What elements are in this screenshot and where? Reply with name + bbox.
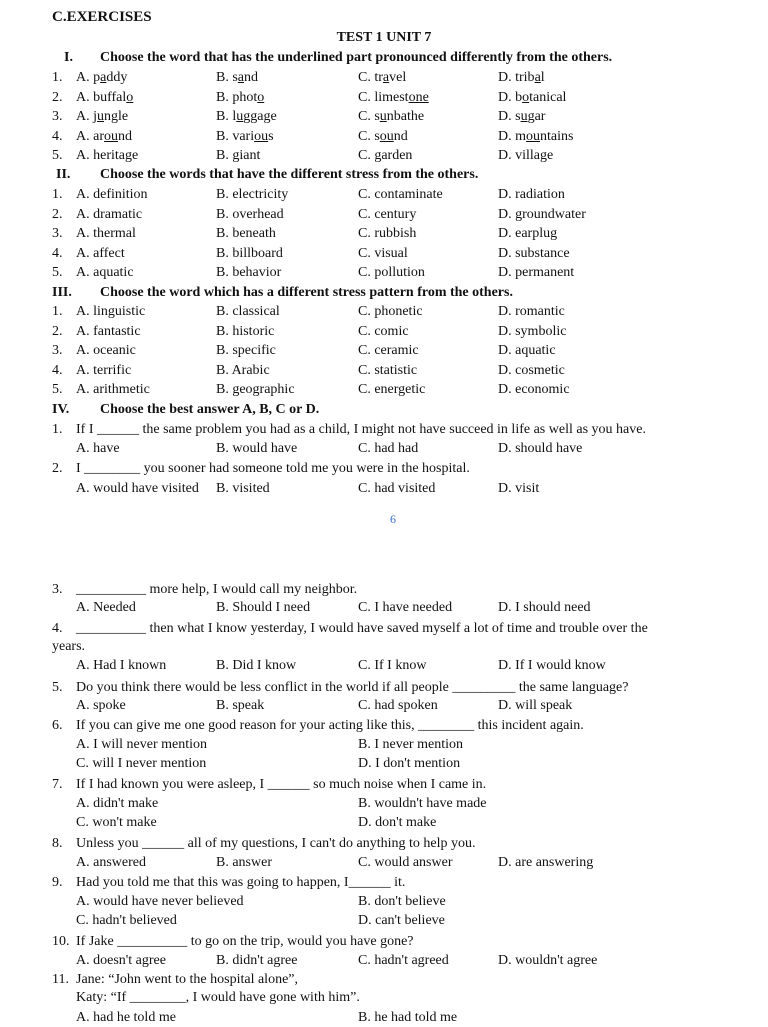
option: C. phonetic	[358, 304, 423, 319]
option: A. definition	[76, 187, 148, 202]
option	[498, 128, 573, 146]
option	[498, 108, 545, 126]
option: D. romantic	[498, 304, 565, 319]
option-text: A. herita	[76, 148, 125, 163]
option: C. pollution	[358, 265, 425, 280]
option: D. groundwater	[498, 207, 586, 222]
option: A. oceanic	[76, 343, 136, 358]
option-text: B. vari	[216, 129, 255, 144]
answer-option: C. had visited	[358, 481, 436, 496]
option	[358, 69, 406, 87]
option	[216, 147, 260, 165]
answer-option: B. would have	[216, 441, 298, 456]
option-text: C. limest	[358, 90, 409, 105]
answer-option: A. have	[76, 441, 120, 456]
option-text: s	[268, 129, 274, 144]
answer-option: D. don't make	[358, 815, 437, 830]
option: D. aquatic	[498, 343, 556, 358]
item-number: 5.	[52, 382, 63, 397]
answer-option: D. can't believe	[358, 913, 445, 928]
option-text: e	[131, 148, 139, 163]
option: D. radiation	[498, 187, 565, 202]
question-text-continued: Katy: “If ________, I would have gone with him”.	[76, 990, 360, 1005]
answer-option: A. I will never mention	[76, 737, 208, 752]
answer-option: B. visited	[216, 481, 270, 496]
option: B. historic	[216, 324, 275, 339]
item-number: 3.	[52, 109, 63, 124]
option: C. visual	[358, 246, 408, 261]
underlined-part: ou	[379, 129, 394, 144]
question-number: 1.	[52, 422, 63, 437]
answer-option: D. wouldn't agree	[498, 953, 598, 968]
underlined-part: one	[408, 90, 429, 105]
option	[358, 108, 424, 126]
option-text: C. s	[358, 109, 380, 124]
question-text-continued: years.	[52, 639, 86, 654]
option: B. beneath	[216, 226, 276, 241]
question-text: __________ more help, I would call my neighbor.	[76, 582, 358, 597]
option: A. terrific	[76, 363, 132, 378]
answer-option: B. don't believe	[358, 894, 446, 909]
underlined-part: a	[382, 70, 390, 85]
answer-option: A. didn't make	[76, 796, 159, 811]
option-text: A. buffal	[76, 90, 127, 105]
option: C. century	[358, 207, 417, 222]
question-number: 6.	[52, 718, 63, 733]
page-title: C.EXERCISES	[52, 9, 152, 25]
underlined-part: o	[522, 90, 530, 105]
question-number: 5.	[52, 680, 63, 695]
answer-option: A. spoke	[76, 698, 126, 713]
item-number: 5.	[52, 148, 63, 163]
option: B. specific	[216, 343, 276, 358]
option	[216, 128, 274, 146]
option-text: nd	[244, 70, 259, 85]
section-4-heading: Choose the best answer A, B, C or D.	[100, 402, 320, 417]
option-text: A. j	[76, 109, 97, 124]
option: B. classical	[216, 304, 280, 319]
option	[216, 69, 258, 87]
option-text: D. trib	[498, 70, 535, 85]
option: B. behavior	[216, 265, 282, 280]
underlined-part: a	[534, 70, 541, 85]
option: A. arithmetic	[76, 382, 150, 397]
option: D. earplug	[498, 226, 558, 241]
option-text: gar	[527, 109, 546, 124]
answer-option: D. I don't mention	[358, 756, 461, 771]
option: C. ceramic	[358, 343, 419, 358]
option: C. statistic	[358, 363, 418, 378]
question-text: Jane: “John went to the hospital alone”,	[76, 972, 298, 987]
answer-option: A. answered	[76, 855, 146, 870]
option: A. thermal	[76, 226, 136, 241]
option: B. Arabic	[216, 363, 270, 378]
answer-option: B. answer	[216, 855, 272, 870]
option-text: A. p	[76, 70, 101, 85]
underlined-part: g	[540, 148, 547, 163]
section-1-roman: I.	[64, 50, 73, 65]
question-text: Do you think there would be less conflict in the world if all people _________ the same language?	[76, 680, 629, 695]
item-number: 2.	[52, 90, 63, 105]
option: D. permanent	[498, 265, 575, 280]
answer-option: D. will speak	[498, 698, 573, 713]
question-text: If you can give me one good reason for your acting like this, ________ this incident again.	[76, 718, 584, 733]
question-number: 7.	[52, 777, 63, 792]
option-text: ggage	[243, 109, 277, 124]
section-1-heading: Choose the word that has the underlined part pronounced differently from the others.	[100, 50, 613, 65]
option-text: D. villa	[498, 148, 540, 163]
option-text: B. s	[216, 70, 238, 85]
question-text: If Jake __________ to go on the trip, would you have gone?	[76, 934, 414, 949]
answer-option: D. I should need	[498, 600, 591, 615]
underlined-part: ou	[526, 129, 540, 144]
option-text: D. s	[498, 109, 521, 124]
option-text: B. l	[216, 109, 237, 124]
option: D. economic	[498, 382, 570, 397]
answer-option: D. visit	[498, 481, 540, 496]
option-text: A. ar	[76, 129, 104, 144]
answer-option: B. Did I know	[216, 658, 297, 673]
answer-option: C. would answer	[358, 855, 453, 870]
option-text: ngle	[104, 109, 129, 124]
section-3-heading: Choose the word which has a different stress pattern from the others.	[100, 285, 513, 300]
option-text: vel	[389, 70, 407, 85]
answer-option: C. hadn't believed	[76, 913, 177, 928]
item-number: 4.	[52, 246, 63, 261]
option: A. aquatic	[76, 265, 134, 280]
option	[76, 108, 128, 126]
question-number: 11.	[52, 972, 69, 987]
option-text: e	[547, 148, 554, 163]
option-text: B.	[216, 148, 233, 163]
option	[498, 89, 566, 107]
option	[498, 69, 545, 87]
item-number: 1.	[52, 187, 63, 202]
answer-option: C. will I never mention	[76, 756, 207, 771]
option: C. contaminate	[358, 187, 443, 202]
option	[358, 128, 408, 146]
item-number: 2.	[52, 324, 63, 339]
answer-option: D. should have	[498, 441, 583, 456]
question-text: If I ______ the same problem you had as a child, I might not have succeed in life as well as you have.	[76, 422, 646, 437]
underlined-part: u	[520, 109, 528, 124]
answer-option: B. didn't agree	[216, 953, 298, 968]
option	[76, 89, 133, 107]
underlined-part: a	[237, 70, 245, 85]
answer-option: A. Needed	[76, 600, 136, 615]
option: C. rubbish	[358, 226, 417, 241]
underlined-part: u	[97, 109, 104, 124]
option: A. dramatic	[76, 207, 143, 222]
option: A. fantastic	[76, 324, 141, 339]
option	[216, 108, 277, 126]
section-2-heading: Choose the words that have the different stress from the others.	[100, 167, 479, 182]
option-text: nbathe	[386, 109, 425, 124]
option	[358, 89, 429, 107]
option-text: C.	[358, 148, 375, 163]
answer-option: C. I have needed	[358, 600, 453, 615]
answer-option: A. would have never believed	[76, 894, 244, 909]
answer-option: D. are answering	[498, 855, 594, 870]
item-number: 1.	[52, 304, 63, 319]
option-text: D. b	[498, 90, 523, 105]
option-text: ntains	[540, 129, 574, 144]
option-text: C. tr	[358, 70, 383, 85]
option: B. billboard	[216, 246, 283, 261]
option: A. affect	[76, 246, 125, 261]
option: B. overhead	[216, 207, 284, 222]
option-text: l	[540, 70, 545, 85]
option: C. comic	[358, 324, 409, 339]
option-text: tanical	[529, 90, 567, 105]
question-number: 2.	[52, 461, 63, 476]
option	[498, 147, 553, 165]
option: B. geographic	[216, 382, 295, 397]
option-text: iant	[239, 148, 261, 163]
question-number: 4.	[52, 621, 63, 636]
answer-option: C. had had	[358, 441, 419, 456]
question-text: Had you told me that this was going to happen, I______ it.	[76, 875, 406, 890]
answer-option: A. Had I known	[76, 658, 167, 673]
question-number: 8.	[52, 836, 63, 851]
option: B. electricity	[216, 187, 289, 202]
item-number: 1.	[52, 70, 63, 85]
option: C. energetic	[358, 382, 426, 397]
page-number: 6	[390, 512, 396, 526]
option: D. symbolic	[498, 324, 567, 339]
underlined-part: u	[236, 109, 244, 124]
item-number: 3.	[52, 226, 63, 241]
option-text: arden	[381, 148, 413, 163]
answer-option: C. hadn't agreed	[358, 953, 449, 968]
underlined-part: o	[257, 90, 265, 105]
question-text: If I had known you were asleep, I ______ so much noise when I came in.	[76, 777, 487, 792]
answer-option: A. had he told me	[76, 1010, 176, 1025]
item-number: 5.	[52, 265, 63, 280]
option-text: C. s	[358, 129, 380, 144]
option	[76, 69, 127, 87]
option: D. substance	[498, 246, 570, 261]
underlined-part: o	[126, 90, 134, 105]
section-4-roman: IV.	[52, 402, 70, 417]
section-3-roman: III.	[52, 285, 72, 300]
option-text: nd	[393, 129, 408, 144]
option-text: B. phot	[216, 90, 258, 105]
option: A. linguistic	[76, 304, 146, 319]
answer-option: C. had spoken	[358, 698, 438, 713]
option: D. cosmetic	[498, 363, 565, 378]
underlined-part: ou	[254, 129, 269, 144]
item-number: 3.	[52, 343, 63, 358]
test-title: TEST 1 UNIT 7	[336, 30, 432, 45]
answer-option: C. won't make	[76, 815, 157, 830]
item-number: 2.	[52, 207, 63, 222]
option	[76, 147, 138, 165]
question-number: 3.	[52, 582, 63, 597]
underlined-part: g	[232, 148, 240, 163]
option	[216, 89, 264, 107]
question-text: __________ then what I know yesterday, I would have saved myself a lot of time and trouble over the	[76, 621, 648, 636]
answer-option: B. speak	[216, 698, 265, 713]
answer-option: A. would have visited	[76, 481, 199, 496]
section-2-roman: II.	[56, 167, 71, 182]
option-text: D. m	[498, 129, 526, 144]
underlined-part: a	[100, 70, 107, 85]
underlined-part: g	[374, 148, 382, 163]
underlined-part: u	[379, 109, 387, 124]
answer-option: A. doesn't agree	[76, 953, 166, 968]
underlined-part: ou	[104, 129, 118, 144]
answer-option: B. he had told me	[358, 1010, 458, 1025]
item-number: 4.	[52, 129, 63, 144]
option-text: ddy	[106, 70, 128, 85]
answer-option: C. If I know	[358, 658, 427, 673]
option	[358, 147, 412, 165]
answer-option: B. wouldn't have made	[358, 796, 487, 811]
question-number: 9.	[52, 875, 63, 890]
answer-option: D. If I would know	[498, 658, 606, 673]
option-text: nd	[118, 129, 132, 144]
question-number: 10.	[52, 934, 70, 949]
question-text: I ________ you sooner had someone told me you were in the hospital.	[76, 461, 470, 476]
underlined-part: g	[124, 148, 132, 163]
question-text: Unless you ______ all of my questions, I can't do anything to help you.	[76, 836, 476, 851]
answer-option: B. Should I need	[216, 600, 311, 615]
option	[76, 128, 132, 146]
answer-option: B. I never mention	[358, 737, 463, 752]
item-number: 4.	[52, 363, 63, 378]
